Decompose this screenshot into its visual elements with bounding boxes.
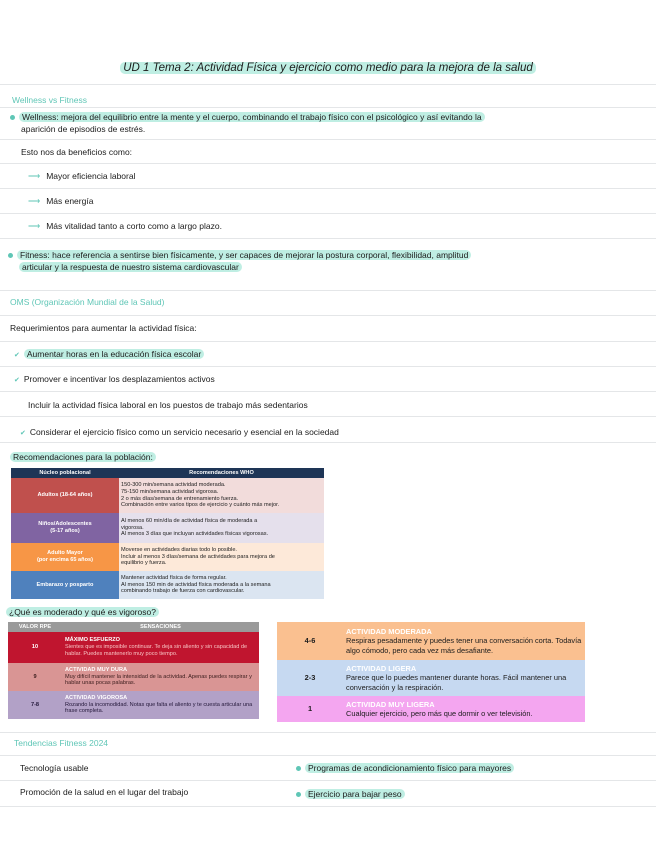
who-recommendations-table xyxy=(11,468,324,599)
trends-heading: Tendencias Fitness 2024 xyxy=(14,738,109,748)
arrow-right-icon: ⟶ xyxy=(28,196,41,206)
who-recommendation-cell: Al menos 60 min/día de actividad física de moderada a vigorosa. Al menos 3 días que incluyan actividades físicas vigorosas. xyxy=(119,513,324,543)
intensity-description: ACTIVIDAD MUY LIGERA Cualquier ejercicio, pero más que dormir o ver televisión. xyxy=(346,699,533,718)
rpe-sensation: MÁXIMO ESFUERZO Sientes que es imposible continuar. Te deja sin aliento y sin capacidad de hablar. Puedes mantenerlo muy poco tiempo. xyxy=(65,637,248,657)
who-group-cell: Embarazo y posparto xyxy=(11,571,119,599)
page-title: UD 1 Tema 2: Actividad Física y ejercicio como medio para la mejora de la salud xyxy=(0,62,656,74)
who-header-recommendations: Recomendaciones WHO xyxy=(119,468,324,478)
requirement-item: ✔ Promover e incentivar los desplazamientos activos xyxy=(14,374,215,384)
wellness-definition: Wellness: mejora del equilibrio entre la mente y el cuerpo, combinando el trabajo físico con el psicológico y así evitando la xyxy=(10,112,485,122)
rpe-header-sensations: SENSACIONES xyxy=(62,622,259,632)
intensity-description: ACTIVIDAD LIGERA Parece que lo puedes mantener durante horas. Fácil mantener una conversación y la respiración. xyxy=(346,664,567,692)
benefit-item: ⟶ Mayor eficiencia laboral xyxy=(28,171,136,181)
table-row xyxy=(11,571,324,599)
who-recommendation-cell: Mantener actividad física de forma regular. Al menos 150 min de actividad física moderada a la semana combinando trabajo de fuerza con cardiovascular. xyxy=(119,571,324,599)
rpe-sensation: ACTIVIDAD MUY DURA Muy difícil mantener la intensidad de la actividad. Apenas puedes respirar y hablar unas pocas palabras. xyxy=(65,666,252,687)
arrow-right-icon: ⟶ xyxy=(28,221,41,231)
table-row xyxy=(8,663,259,691)
rpe-value: 9 xyxy=(33,673,37,680)
intensity-table xyxy=(277,622,585,722)
rpe-value: 10 xyxy=(31,644,39,650)
benefits-intro: Esto nos da beneficios como: xyxy=(21,147,133,157)
rpe-sensation: ACTIVIDAD VIGOROSA Rozando la incomodidad. Notas que falta el aliento y te cuesta articular una frase completa. xyxy=(65,694,253,715)
table-row xyxy=(277,622,585,660)
table-row xyxy=(8,691,259,719)
trend-item: Programas de acondicionamiento físico para mayores xyxy=(296,763,514,773)
table-row xyxy=(8,632,259,663)
wellness-definition-cont: aparición de episodios de estrés. xyxy=(21,124,146,134)
requirement-item: Incluir la actividad física laboral en los puestos de trabajo más sedentarios xyxy=(28,400,308,410)
check-icon: ✔ xyxy=(20,430,26,437)
arrow-right-icon: ⟶ xyxy=(28,171,41,181)
check-icon: ✔ xyxy=(14,377,20,384)
intensity-value: 4-6 xyxy=(304,636,316,646)
intensity-value: 2-3 xyxy=(304,673,316,683)
check-icon: ✔ xyxy=(14,352,20,359)
bullet-icon xyxy=(296,766,301,771)
who-header-group: Núcleo poblacional xyxy=(11,468,119,478)
fitness-definition: Fitness: hace referencia a sentirse bien físicamente, y ser capaces de mejorar la postura corporal, flexibilidad, amplitud xyxy=(8,250,471,260)
table-row xyxy=(277,696,585,722)
requirement-item: ✔ Considerar el ejercicio físico como un servicio necesario y esencial en la sociedad xyxy=(20,427,339,437)
requirement-item: ✔ Aumentar horas en la educación física escolar xyxy=(14,349,204,359)
trend-item: Tecnología usable xyxy=(20,763,89,773)
rpe-value: 7-8 xyxy=(30,701,40,708)
who-group-cell: Niños/Adolescentes (5-17 años) xyxy=(11,513,119,543)
trend-item: Promoción de la salud en el lugar del trabajo xyxy=(20,787,189,797)
bullet-icon xyxy=(8,253,13,258)
oms-heading: OMS (Organización Mundial de la Salud) xyxy=(10,297,165,307)
who-group-cell: Adulto Mayor (por encima 65 años) xyxy=(11,543,119,571)
trend-item: Ejercicio para bajar peso xyxy=(296,789,405,799)
intensity-value: 1 xyxy=(307,704,313,714)
benefit-item: ⟶ Más vitalidad tanto a corto como a largo plazo. xyxy=(28,221,222,231)
table-row xyxy=(11,478,324,513)
bullet-icon xyxy=(296,792,301,797)
table-row xyxy=(277,660,585,696)
rpe-header-value: VALOR RPE xyxy=(8,622,62,632)
fitness-definition-cont: articular y la respuesta de nuestro sistema cardiovascular xyxy=(19,262,242,272)
who-recommendation-cell: Moverse en actividades diarias todo lo posible. Incluir al menos 3 días/semana de actividades para mejora de equilibrio y fuerza. xyxy=(119,543,324,571)
moderate-question: ¿Qué es moderado y qué es vigoroso? xyxy=(6,607,159,617)
who-recommendation-cell: 150-300 min/semana actividad moderada. 75-150 min/semana actividad vigorosa. 2 o más días/semana de entrenamiento fuerza. Combinación entre varios tipos de ejercicio y cuánto más mejor. xyxy=(119,478,324,513)
who-group-cell: Adultos (18-64 años) xyxy=(11,478,119,513)
bullet-icon xyxy=(10,115,15,120)
rpe-table xyxy=(8,622,259,719)
requirements-intro: Requerimientos para aumentar la actividad física: xyxy=(10,323,197,333)
intensity-description: ACTIVIDAD MODERADA Respiras pesadamente y puedes tener una conversación corta. Todavía algo cómodo, pero cada vez más desafiante. xyxy=(346,627,582,655)
recommendations-label: Recomendaciones para la población: xyxy=(10,452,156,462)
wellness-heading: Wellness vs Fitness xyxy=(12,95,87,105)
table-row xyxy=(11,513,324,543)
table-row xyxy=(11,543,324,571)
benefit-item: ⟶ Más energía xyxy=(28,196,94,206)
